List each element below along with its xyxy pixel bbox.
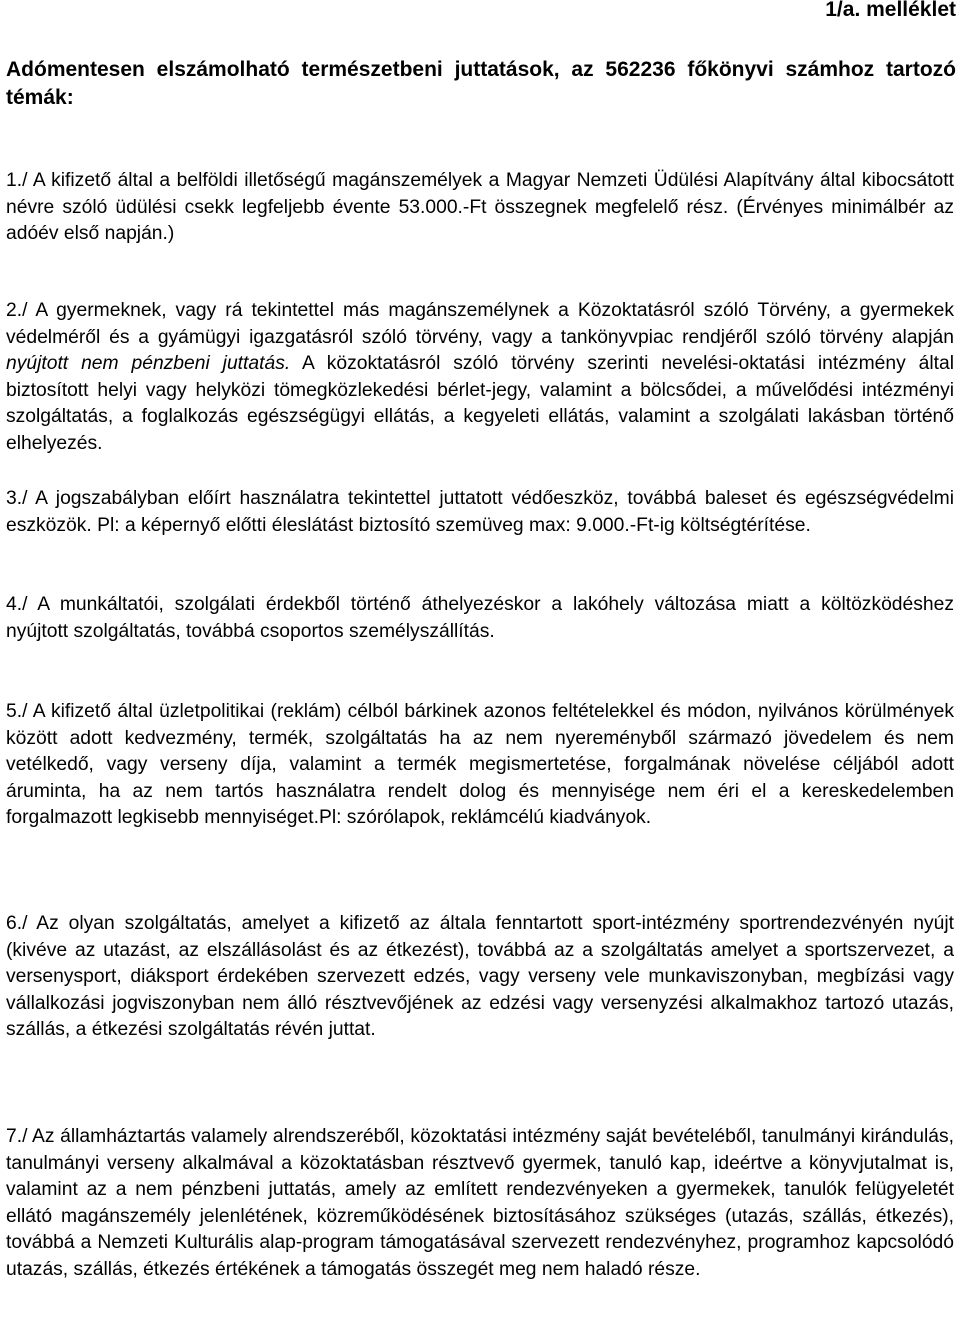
list-item-3: 3./ A jogszabályban előírt használatra tekintettel juttatott védőeszköz, továbbá baleset és egészségvédelmi eszközök. Pl: a képernyő előtti éleslátást biztosító szemüveg max: 9.000.-Ft-ig költségtérítése. (6, 488, 954, 536)
list-item-4: 4./ A munkáltatói, szolgálati érdekből történő áthelyezéskor a lakóhely változása miatt a költözködéshez nyújtott szolgáltatás, továbbá csoportos személyszállítás. (6, 594, 954, 642)
list-item-2-text-start: 2./ A gyermeknek, vagy rá tekintettel más magánszemélynek a Közoktatásról szóló Törvény, a gyermekek védelméről és a gyámügyi igazgatásról szóló törvény, vagy a tankönyvpiac rendjéről szóló törvény alapján (6, 300, 954, 348)
list-item-5: 5./ A kifizető által üzletpolitikai (reklám) célból bárkinek azonos feltételekkel és módon, nyilvános körülmények között adott kedvezmény, termék, szolgáltatás ha az nem nyereményből származó jövedelem és nem vetélkedő, vagy verseny díja, valamint a termék megismertetése, forgalmának növelése céljából adott áruminta, ha az nem tartós használatra rendelt dolog és mennyisége nem éri el a kereskedelemben forgalmazott legkisebb mennyiséget.Pl: szórólapok, reklámcélú kiadványok. (6, 701, 954, 829)
list-item-6: 6./ Az olyan szolgáltatás, amelyet a kifizető az általa fenntartott sport-intézmény sportrendezvényén nyújt (kivéve az utazást, az elszállásolást és az étkezést), továbbá az a szolgáltatás amelyet a sportszervezet, a versenysport, diáksport érdekében szervezett edzés, vagy verseny vele munkaviszonyban, megbízási vagy vállalkozási jogviszonyban nem álló résztvevőjének az edzési vagy versenyzési alkalmakhoz tartozó utazás, szállás, a étkezési szolgáltatás révén juttat. (6, 913, 954, 1041)
list-item-1: 1./ A kifizető által a belföldi illetőségű magánszemélyek a Magyar Nemzeti Üdülési Alapítvány által kibocsátott névre szóló üdülési csekk legfeljebb évente 53.000.-Ft összegnek megfelelő rész. (Érvényes minimálbér az adóév első napján.) (6, 170, 954, 245)
annex-label: 1/a. melléklet (825, 0, 956, 21)
document-title: Adómentesen elszámolható természetbeni juttatások, az 562236 főkönyvi számhoz tartozó témák: (6, 58, 956, 109)
list-item-2-italic-text: nyújtott nem pénzbeni juttatás. (6, 353, 291, 375)
list-item-2-text-end: A közoktatásról szóló törvény szerinti nevelési-oktatási intézmény által biztosított helyi vagy helyközi tömegközlekedési bérlet-jegy, valamint a bölcsődei, a művelődési intézményi szolgáltatás, a foglalkozás egészségügyi ellátás, a kegyeleti ellátás, valamint a szolgálati lakásban történő elhelyezés. (6, 353, 955, 454)
list-item-2 (6, 298, 954, 458)
list-item-7: 7./ Az államháztartás valamely alrendszeréből, közoktatási intézmény saját bevételéből, tanulmányi kirándulás, tanulmányi verseny alkalmával a közoktatásban résztvevő gyermek, tanuló kap, ideértve a könyvjutalmat is, valamint az a nem pénzbeni juttatás, amely az említett rendezvényeken a gyermekek, tanulók felügyeletét ellátó magánszemély jelenlétének, közreműködésének biztosításához szükséges (utazás, szállás, étkezés), továbbá a Nemzeti Kulturális alap-program támogatásával szervezett rendezvényhez, programhoz kapcsolódó utazás, szállás, étkezés értékének a támogatás összegét meg nem haladó része. (6, 1126, 954, 1280)
